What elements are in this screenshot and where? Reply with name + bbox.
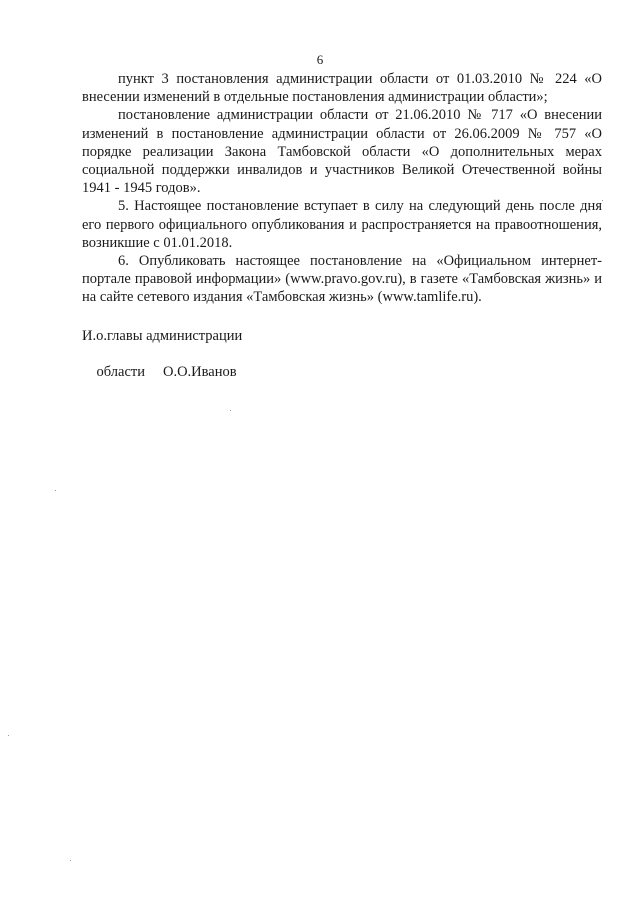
- signatory-line: [82, 345, 242, 399]
- paragraph-resolution-717: постановление администрации области от 21.06.2010 № 717 «О внесении изменений в постановление администрации области от 26.06.2009 № 757 «О порядке реализации Закона Тамбовской области «О дополнительных мерах социальной поддержки инвалидов и участников Великой Отечественной войны 1941 - 1945 годов».: [82, 107, 602, 197]
- scan-speck: [602, 200, 603, 201]
- scan-speck: [55, 490, 56, 491]
- document-body: [82, 70, 602, 307]
- signatory-position: И.о.главы администрации: [82, 328, 243, 344]
- scan-speck: [230, 410, 231, 411]
- signature-block: [82, 327, 242, 399]
- page-number: 6: [316, 52, 324, 67]
- paragraph-effective-date: 5. Настоящее постановление вступает в силу на следующий день после дня его первого официального опубликования и распространяется на правоотношения, возникшие с 01.01.2018.: [82, 198, 602, 251]
- paragraph-publication: 6. Опубликовать настоящее постановление на «Официальном интернет-портале правовой информации» (www.pravo.gov.ru), в газете «Тамбовская жизнь» и на сайте сетевого издания «Тамбовская жизнь» (www.tamlife.ru).: [82, 253, 602, 306]
- scan-speck: [8, 735, 9, 736]
- signatory-region: области: [96, 364, 145, 380]
- scan-speck: [70, 860, 71, 861]
- paragraph-amendment-224: пункт 3 постановления администрации области от 01.03.2010 № 224 «О внесении изменений в отдельные постановления администрации области»;: [82, 71, 602, 106]
- signatory-name: О.О.Иванов: [162, 364, 237, 380]
